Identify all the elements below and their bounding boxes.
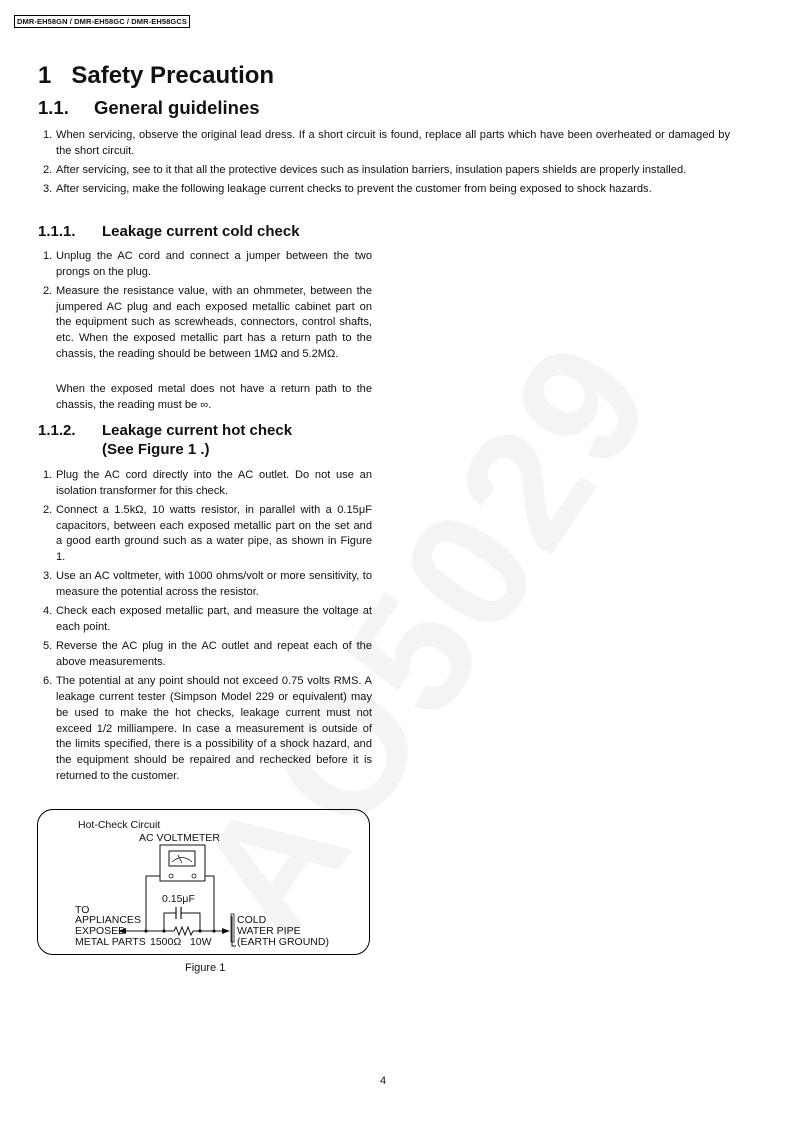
junction-dot — [212, 929, 215, 932]
page-number: 4 — [380, 1075, 387, 1087]
voltmeter-lead — [205, 876, 214, 931]
voltmeter-lead — [146, 876, 160, 931]
list-item: 5. Reverse the AC plug in the AC outlet and repeat each of the above measurements. — [43, 640, 372, 669]
list-item: 1. When servicing, observe the original lead dress. If a short circuit is found, replace all parts which have been overheated or damaged by the short circuit. — [43, 129, 730, 157]
general-guidelines-list — [38, 128, 730, 202]
heading-number: 1.1. — [38, 97, 69, 118]
figure-title: Hot-Check Circuit — [78, 819, 161, 831]
junction-dot — [198, 929, 201, 932]
list-item: 3. Use an AC voltmeter, with 1000 ohms/volt or more sensitivity, to measure the potential across the resistor. — [43, 570, 372, 599]
label-exposed: EXPOSED — [75, 925, 126, 937]
cold-check-note: When the exposed metal does not have a return path to the chassis, the reading must be ∞. — [56, 383, 372, 411]
heading-text: General guidelines — [94, 97, 260, 118]
heading-text: Leakage current hot check — [102, 422, 293, 439]
hot-check-list — [38, 468, 372, 788]
list-item: 2. Measure the resistance value, with an ohmmeter, between the jumpered AC plug and each exposed metallic cabinet part on the equipment such as screwheads, connectors, control shafts, etc. When the exposed metallic part has a return path to the chassis, the reading should be between 1MΩ and 5.2MΩ. — [43, 285, 372, 360]
label-appliances: APPLIANCES — [75, 914, 141, 926]
list-item: 2. After servicing, see to it that all the protective devices such as insulation barriers, insulation papers shields are properly installed. — [43, 164, 687, 176]
cold-check-heading — [38, 222, 300, 241]
heading-number: 1.1.1. — [38, 223, 76, 240]
junction-dot — [162, 929, 165, 932]
list-item: 6. The potential at any point should not exceed 0.75 volts RMS. A leakage current tester (Simpson Model 229 or equivalent) may be used to make the hot checks, leakage current must not exceed 1/2 milliampere. In case a measurement is outside of the limits specified, there is a possibility of a shock hazard, and the equipment should be repaired and rechecked before it is returned to the customer. — [43, 675, 372, 782]
general-guidelines-heading — [38, 97, 260, 119]
heading-subtitle: (See Figure 1 .) — [102, 441, 210, 458]
section-title: 1 Safety Precaution — [38, 62, 275, 89]
junction-dot — [144, 929, 147, 932]
resistor-label: 1500Ω 10W — [150, 936, 212, 948]
label-earth-ground: (EARTH GROUND) — [237, 936, 329, 948]
capacitor-lead — [164, 913, 176, 931]
terminal-icon — [169, 874, 173, 878]
meter-needle-icon — [178, 855, 182, 863]
meter-face-icon — [169, 851, 195, 866]
resistor-symbol — [174, 927, 193, 935]
label-cold: COLD — [237, 914, 267, 926]
list-item: 2. Connect a 1.5kΩ, 10 watts resistor, in parallel with a 0.15μF capacitors, between each exposed metallic part on the set and a good earth ground such as a water pipe, as shown in Figure 1. — [43, 504, 372, 564]
meter-arc-icon — [172, 858, 192, 863]
list-item: 1. Unplug the AC cord and connect a jumper between the two prongs on the plug. — [43, 250, 372, 278]
hot-check-circuit-figure — [37, 809, 370, 955]
list-item: 4. Check each exposed metallic part, and measure the voltage at each point. — [43, 605, 372, 634]
circuit-diagram — [38, 810, 369, 954]
label-to: TO — [75, 904, 90, 916]
hot-check-heading — [38, 421, 292, 459]
model-numbers: DMR-EH58GN / DMR-EH58GC / DMR-EH58GCS — [14, 15, 190, 28]
list-item: 3. After servicing, make the following leakage current checks to prevent the customer from being exposed to shock hazards. — [43, 183, 652, 196]
voltmeter-box — [160, 845, 205, 881]
heading-text: Leakage current cold check — [102, 223, 300, 240]
label-water-pipe: WATER PIPE — [237, 925, 301, 937]
voltmeter-label: AC VOLTMETER — [139, 832, 220, 844]
cold-check-list — [38, 249, 372, 366]
label-metal-parts: METAL PARTS — [75, 936, 146, 948]
figure-caption: Figure 1 — [185, 962, 226, 974]
heading-number: 1.1.2. — [38, 422, 76, 439]
capacitor-lead — [181, 913, 200, 931]
list-item: 1. Plug the AC cord directly into the AC outlet. Do not use an isolation transformer for this check. — [43, 469, 372, 497]
arrow-right-icon — [222, 928, 230, 934]
capacitor-label: 0.15μF — [162, 893, 195, 905]
terminal-icon — [192, 874, 196, 878]
